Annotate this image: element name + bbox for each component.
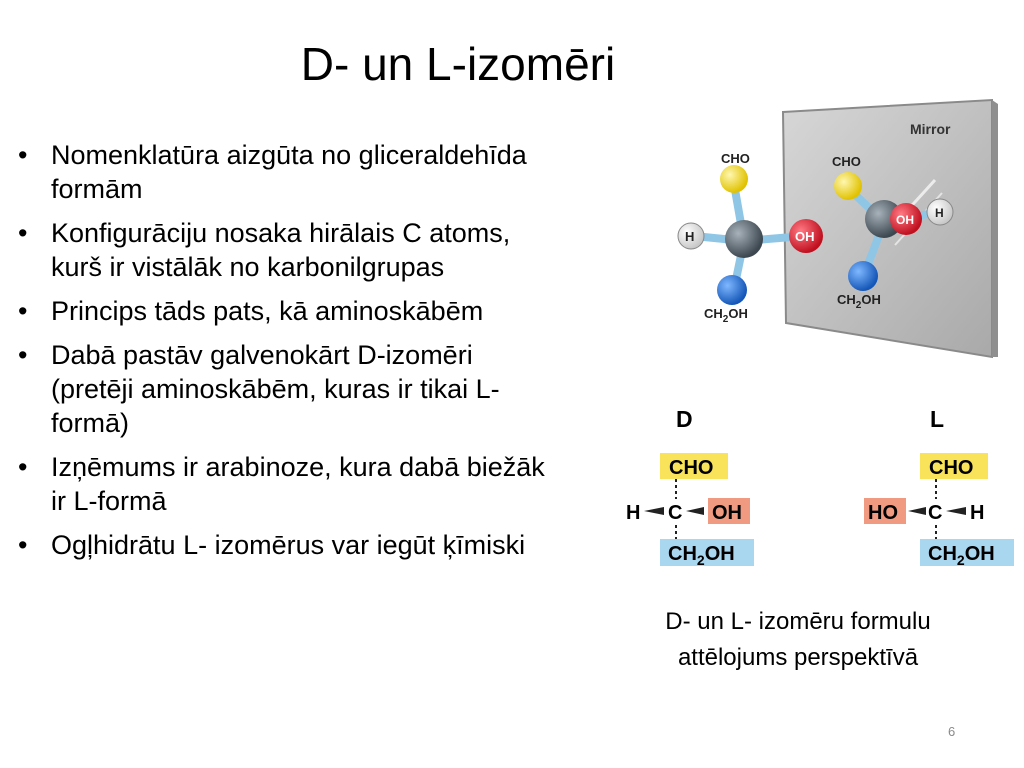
bullet-text: Konfigurāciju nosaka hirālais C atoms, kurš ir vistālāk no karbonilgrupas <box>51 218 511 282</box>
fischer-formulas <box>610 395 1024 580</box>
cho-label: CHO <box>721 151 750 166</box>
wedge-bond <box>644 507 664 515</box>
bullet-item <box>18 450 546 518</box>
bullet-list <box>18 138 546 572</box>
slide-title: D- un L-izomēri <box>300 38 616 90</box>
bullet-symbol: • <box>18 452 28 482</box>
ho-text: HO <box>868 502 898 524</box>
bullet-symbol: • <box>18 218 28 248</box>
carbon-atom <box>725 220 763 258</box>
d-label: D <box>676 406 693 432</box>
cho-atom <box>834 172 862 200</box>
c-text: C <box>668 502 683 524</box>
h-text: H <box>626 502 641 524</box>
ch2oh-atom <box>717 275 747 305</box>
ch2oh-text: $CH_2OH$ <box>928 543 995 568</box>
bullet-item <box>18 528 546 562</box>
l-label: L <box>930 406 945 432</box>
bullet-text: Izņēmums ir arabinoze, kura dabā biežāk ir L-formā <box>51 452 545 516</box>
cho-text: CHO <box>929 457 974 479</box>
bullet-symbol: • <box>18 140 28 170</box>
cho-atom <box>720 165 748 193</box>
ch2oh-text: $CH_2OH$ <box>668 543 735 568</box>
ch2oh-atom <box>848 261 878 291</box>
oh-label: OH <box>896 213 914 227</box>
mirror-edge <box>992 100 998 357</box>
bullet-text: Dabā pastāv galvenokārt D-izomēri (pretēji aminoskābēm, kuras ir tikai L-formā) <box>51 340 500 438</box>
bullet-text: Ogļhidrātu L- izomērus var iegūt ķīmiski <box>51 530 526 560</box>
c-text: C <box>928 502 943 524</box>
cho-text: CHO <box>669 457 714 479</box>
bullet-text: Nomenklatūra aizgūta no gliceraldehīda formām <box>51 140 527 204</box>
d-formula <box>626 453 754 568</box>
l-formula <box>864 453 1014 568</box>
bullet-item <box>18 138 546 206</box>
figure-caption: D- un L- izomēru formulu attēlojums perspektīvā <box>665 608 931 671</box>
bullet-item <box>18 216 546 284</box>
oh-label: OH <box>795 229 815 244</box>
bullet-text: Princips tāds pats, kā aminoskābēm <box>51 296 484 326</box>
mirror-molecule-figure <box>660 95 1000 365</box>
wedge-bond <box>908 507 926 515</box>
bullet-symbol: • <box>18 530 28 560</box>
bullet-symbol: • <box>18 296 28 326</box>
cho-label: CHO <box>832 154 861 169</box>
bullet-symbol: • <box>18 340 28 370</box>
h-text: H <box>970 502 985 524</box>
ch2oh-label: $CH_2OH$ <box>837 292 881 311</box>
ch2oh-label: $CH_2OH$ <box>704 306 748 325</box>
slide-number: 6 <box>948 724 956 739</box>
mirror-label: Mirror <box>910 121 951 137</box>
h-label: H <box>935 206 944 220</box>
bullet-item <box>18 294 546 328</box>
wedge-bond <box>686 507 704 515</box>
wedge-bond <box>946 507 966 515</box>
h-label: H <box>685 229 695 244</box>
bullet-item <box>18 338 546 440</box>
oh-text: OH <box>712 502 742 524</box>
